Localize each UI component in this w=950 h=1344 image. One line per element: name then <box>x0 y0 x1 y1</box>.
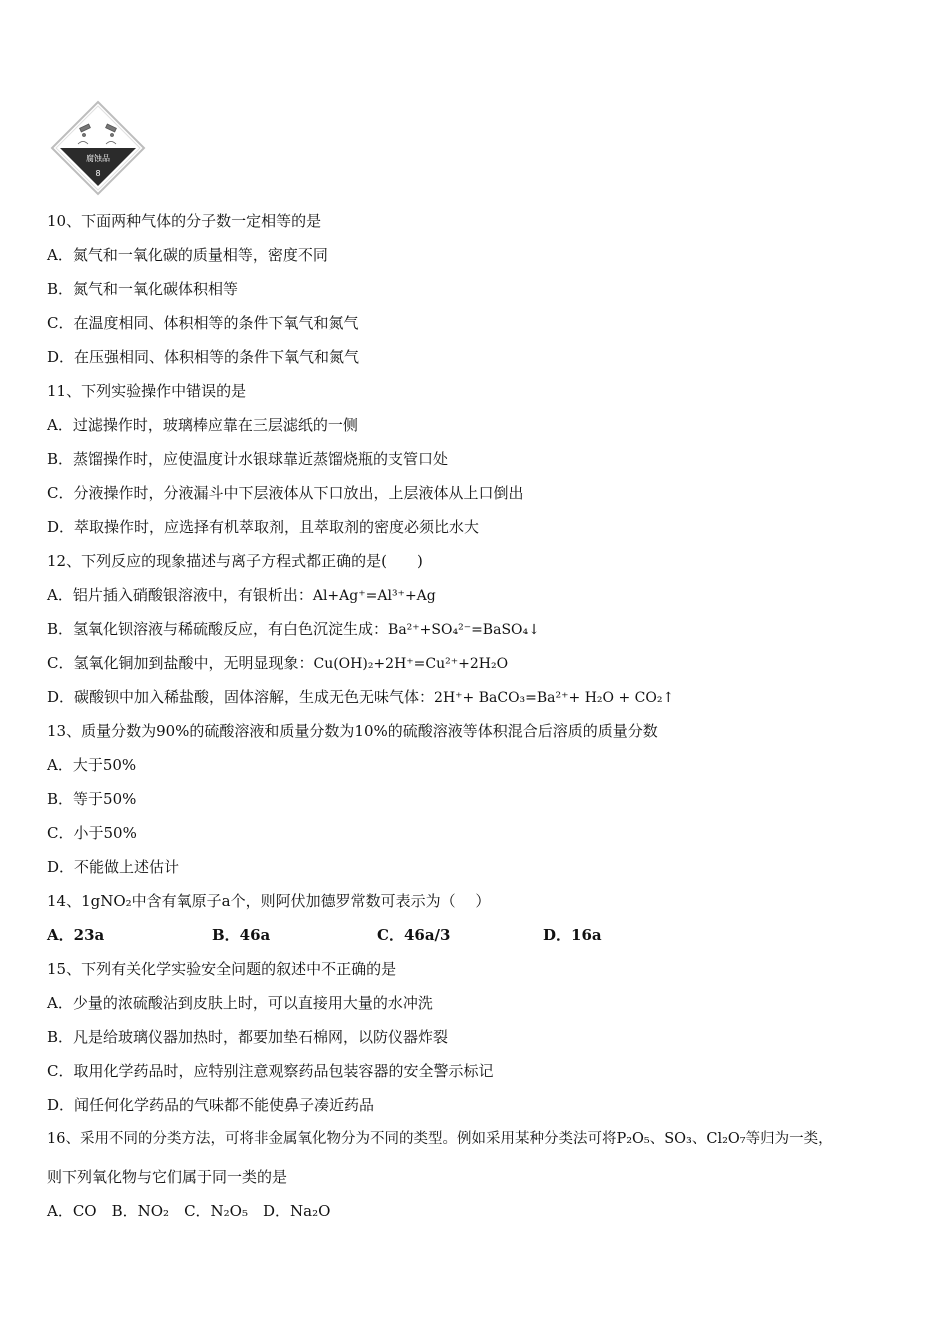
option-c-equation: Cu(OH)₂+2H⁺=Cu²⁺+2H₂O <box>313 656 509 672</box>
question-10-option-d: D．在压强相同、体积相等的条件下氧气和氮气 <box>47 348 360 366</box>
question-12-option-c <box>47 653 508 674</box>
question-11-option-c: C．分液操作时，分液漏斗中下层液体从下口放出，上层液体从上口倒出 <box>47 484 524 502</box>
hazard-label: 腐蚀品 <box>86 154 110 163</box>
question-11-stem: 11、下列实验操作中错误的是 <box>47 382 247 400</box>
option-d-equation: 2H⁺+ BaCO₃=Ba²⁺+ H₂O + CO₂↑ <box>434 690 675 706</box>
question-10-option-b: B．氮气和一氧化碳体积相等 <box>47 280 239 298</box>
question-10-option-c: C．在温度相同、体积相等的条件下氧气和氮气 <box>47 314 359 332</box>
question-14-option-c: C．46a/3 <box>377 926 451 944</box>
question-16-options: A．CO B．NO₂ C．N₂O₅ D．Na₂O <box>47 1202 331 1220</box>
question-13-option-b: B．等于50% <box>47 790 137 808</box>
question-11-option-d: D．萃取操作时，应选择有机萃取剂，且萃取剂的密度必须比水大 <box>47 518 480 536</box>
question-13-stem: 13、质量分数为90%的硫酸溶液和质量分数为10%的硫酸溶液等体积混合后溶质的质量分数 <box>47 722 658 740</box>
question-13-option-a: A．大于50% <box>47 756 137 774</box>
question-10-option-a: A．氮气和一氧化碳的质量相等，密度不同 <box>47 246 328 264</box>
question-14-option-b: B．46a <box>212 926 271 944</box>
question-16-stem-line-1: 16、采用不同的分类方法，可将非金属氧化物分为不同的类型。例如采用某种分类法可将P₂O₅、SO₃、Cl₂O₇等归为一类， <box>47 1131 833 1147</box>
question-15-stem: 15、下列有关化学实验安全问题的叙述中不正确的是 <box>47 960 397 978</box>
question-11-option-a: A．过滤操作时，玻璃棒应靠在三层滤纸的一侧 <box>47 416 358 434</box>
option-b-equation: Ba²⁺+SO₄²⁻=BaSO₄↓ <box>388 622 540 638</box>
question-14-option-a: A．23a <box>47 926 105 944</box>
question-10-stem: 10、下面两种气体的分子数一定相等的是 <box>47 212 322 230</box>
question-16-stem-line-2: 则下列氧化物与它们属于同一类的是 <box>47 1168 288 1186</box>
question-15-option-b: B．凡是给玻璃仪器加热时，都要加垫石棉网，以防仪器炸裂 <box>47 1028 449 1046</box>
question-12-option-d <box>47 687 674 708</box>
corrosive-hazard-sign <box>50 100 146 196</box>
hazard-class-number: 8 <box>95 169 101 178</box>
option-d-text: D．碳酸钡中加入稀盐酸，固体溶解，生成无色无味气体： <box>47 688 435 706</box>
option-a-text: A．铝片插入硝酸银溶液中，有银析出： <box>47 586 313 604</box>
question-11-option-b: B．蒸馏操作时，应使温度计水银球靠近蒸馏烧瓶的支管口处 <box>47 450 449 468</box>
question-12-option-b <box>47 619 540 640</box>
option-b-text: B．氢氧化钡溶液与稀硫酸反应，有白色沉淀生成： <box>47 620 389 638</box>
question-14-option-d: D．16a <box>543 926 602 944</box>
question-13-option-d: D．不能做上述估计 <box>47 858 180 876</box>
question-15-option-a: A．少量的浓硫酸沾到皮肤上时，可以直接用大量的水冲洗 <box>47 994 433 1012</box>
option-c-text: C．氢氧化铜加到盐酸中，无明显现象： <box>47 654 314 672</box>
question-12-stem: 12、下列反应的现象描述与离子方程式都正确的是( ) <box>47 552 423 570</box>
question-14-stem: 14、1gNO₂中含有氧原子a个，则阿伏加德罗常数可表示为（ ） <box>47 892 491 910</box>
option-a-equation: Al+Ag⁺=Al³⁺+Ag <box>312 588 436 604</box>
question-15-option-d: D．闻任何化学药品的气味都不能使鼻子凑近药品 <box>47 1096 375 1114</box>
question-12-option-a <box>47 585 436 606</box>
question-15-option-c: C．取用化学药品时，应特别注意观察药品包装容器的安全警示标记 <box>47 1062 494 1080</box>
question-13-option-c: C．小于50% <box>47 824 137 842</box>
